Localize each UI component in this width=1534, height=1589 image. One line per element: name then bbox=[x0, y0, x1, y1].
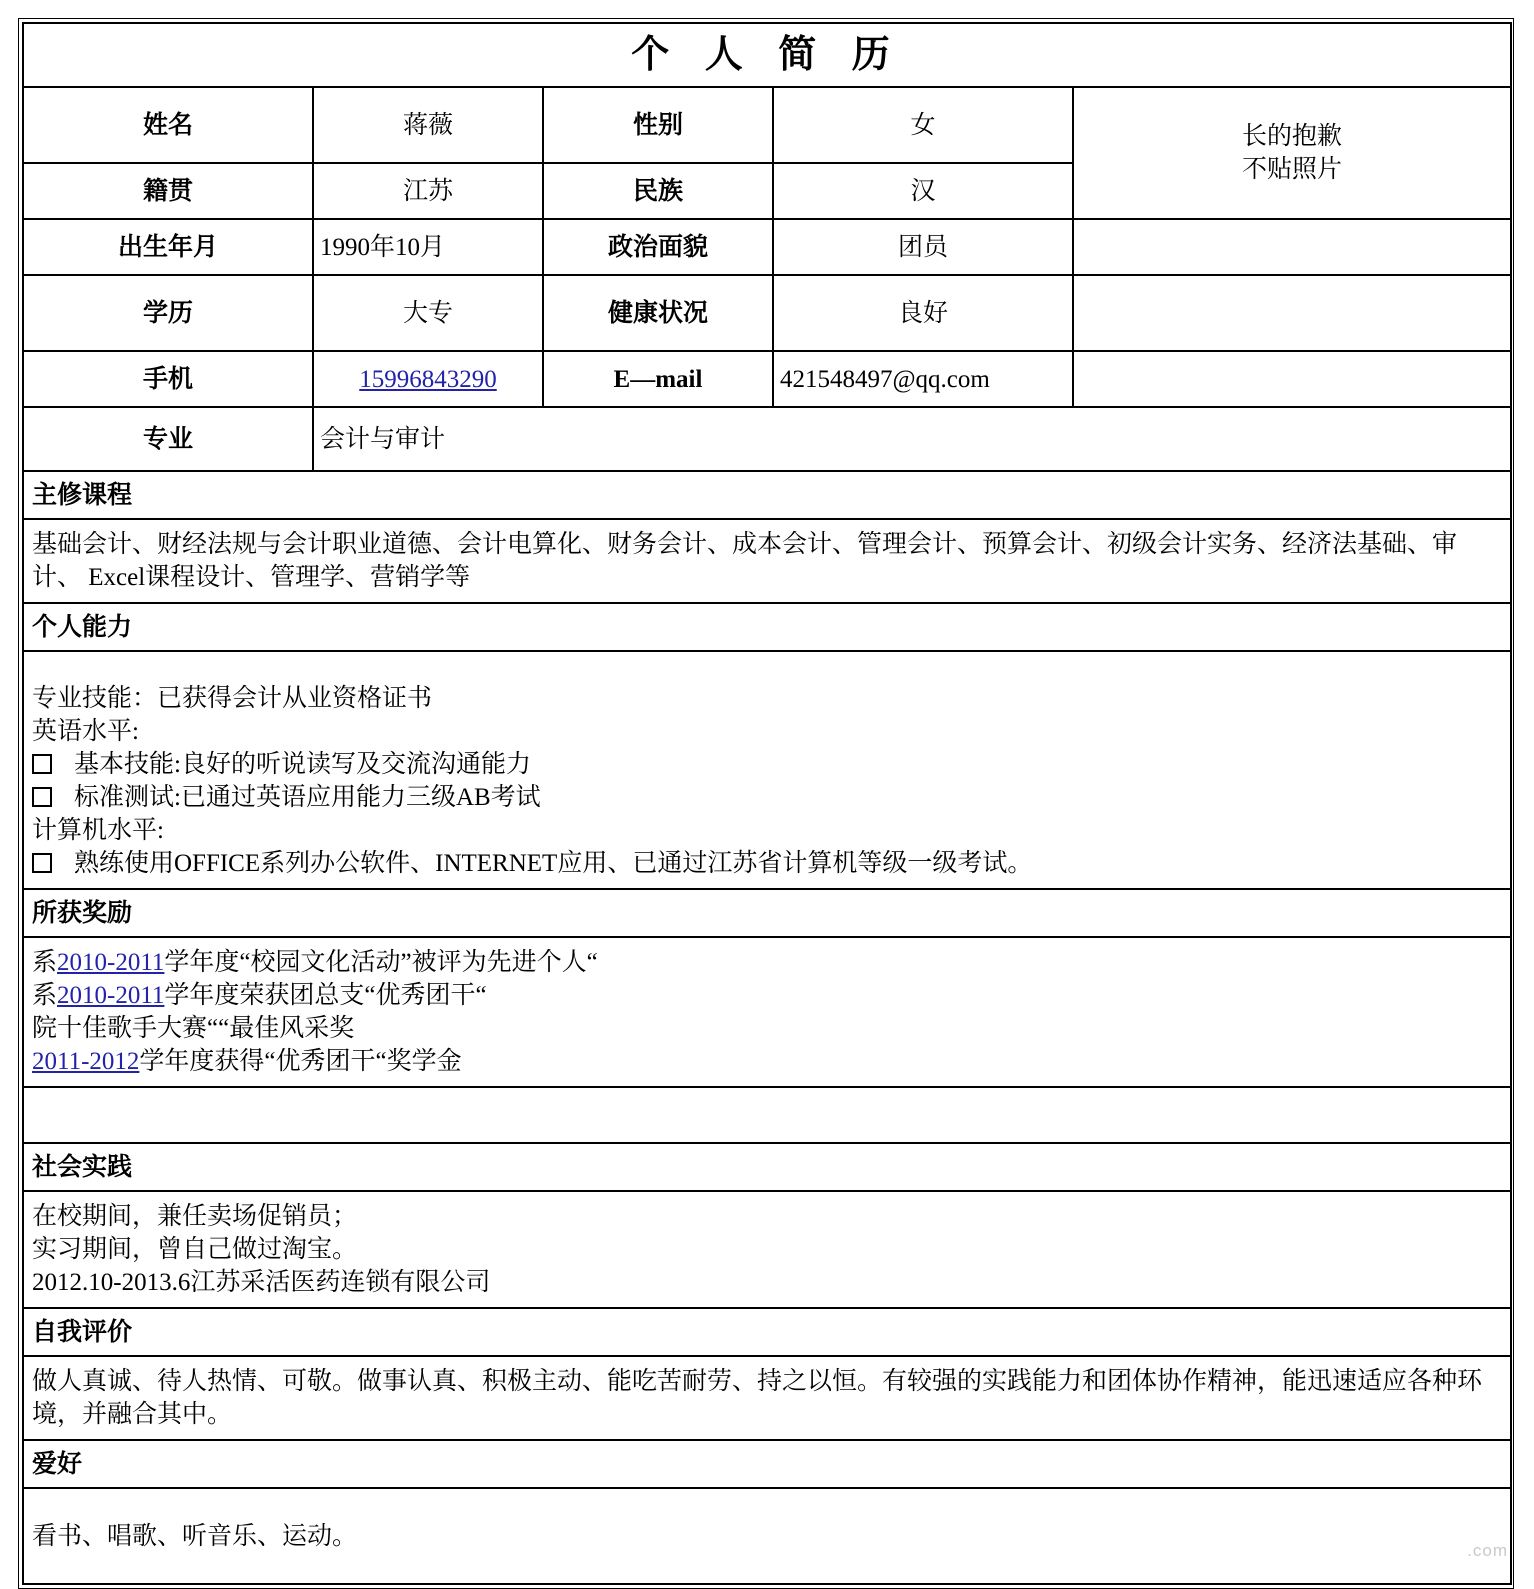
title-cell bbox=[23, 23, 1511, 87]
award-2-suffix: 院十佳歌手大赛““最佳风采奖 bbox=[32, 1015, 355, 1042]
self-eval-heading: 自我评价 bbox=[23, 1308, 1511, 1356]
empty-cell-education bbox=[1073, 275, 1511, 351]
list-item: 2012.10-2013.6江苏采活医药连锁有限公司 bbox=[32, 1269, 491, 1296]
checkbox-icon[interactable] bbox=[32, 853, 52, 873]
value-phone-cell bbox=[313, 351, 543, 407]
value-name: 蒋薇 bbox=[313, 87, 543, 163]
section-body-self-eval bbox=[23, 1356, 1511, 1440]
award-3-suffix: 学年度获得“优秀团干“奖学金 bbox=[139, 1048, 462, 1075]
abilities-english-item-0 bbox=[32, 748, 1502, 781]
table-row-birthdate bbox=[23, 219, 1511, 275]
abilities-english-item-0-label: 基本技能:良好的听说读写及交流沟通能力 bbox=[74, 751, 531, 778]
award-1-suffix: 学年度荣获团总支“优秀团干“ bbox=[164, 982, 487, 1009]
abilities-heading: 个人能力 bbox=[23, 603, 1511, 651]
list-item: 实习期间，曾自己做过淘宝。 bbox=[32, 1236, 358, 1263]
label-education: 学历 bbox=[23, 275, 313, 351]
table-row-contact bbox=[23, 351, 1511, 407]
abilities-computer-item-0 bbox=[32, 847, 1502, 880]
section-body-practice bbox=[23, 1191, 1511, 1308]
self-eval-body: 做人真诚、待人热情、可敬。做事认真、积极主动、能吃苦耐劳、持之以恒。有较强的实践能力和团体协作精神，能迅速适应各种环境，并融合其中。 bbox=[23, 1356, 1511, 1440]
value-hometown: 江苏 bbox=[313, 163, 543, 219]
section-header-courses bbox=[23, 471, 1511, 519]
value-email: 421548497@qq.com bbox=[773, 351, 1073, 407]
awards-body bbox=[23, 937, 1511, 1087]
section-header-abilities bbox=[23, 603, 1511, 651]
resume-outer-border bbox=[18, 18, 1514, 1589]
award-1-prefix: 系 bbox=[32, 982, 58, 1009]
abilities-skill-line: 专业技能：已获得会计从业资格证书 bbox=[32, 685, 433, 712]
practice-body bbox=[23, 1191, 1511, 1308]
photo-placeholder bbox=[1073, 87, 1511, 219]
award-0-suffix: 学年度“校园文化活动”被评为先进个人“ bbox=[164, 949, 598, 976]
list-item bbox=[32, 979, 1502, 1012]
list-item bbox=[32, 946, 1502, 979]
label-email: E—mail bbox=[543, 351, 773, 407]
section-body-courses bbox=[23, 519, 1511, 603]
label-ethnicity: 民族 bbox=[543, 163, 773, 219]
list-item bbox=[32, 1045, 1502, 1078]
phone-link[interactable]: 15996843290 bbox=[359, 365, 497, 393]
table-row-education bbox=[23, 275, 1511, 351]
section-header-awards bbox=[23, 889, 1511, 937]
label-health: 健康状况 bbox=[543, 275, 773, 351]
spacer-row bbox=[23, 1087, 1511, 1143]
resume-table bbox=[22, 22, 1512, 1585]
section-body-awards bbox=[23, 937, 1511, 1087]
value-education: 大专 bbox=[313, 275, 543, 351]
section-header-practice bbox=[23, 1143, 1511, 1191]
value-major: 会计与审计 bbox=[313, 407, 1511, 471]
award-0-link[interactable]: 2010-2011 bbox=[57, 949, 165, 976]
checkbox-icon[interactable] bbox=[32, 787, 52, 807]
abilities-english-item-1 bbox=[32, 781, 1502, 814]
abilities-computer-label: 计算机水平: bbox=[32, 817, 164, 844]
label-political-status: 政治面貌 bbox=[543, 219, 773, 275]
award-1-link[interactable]: 2010-2011 bbox=[57, 982, 165, 1009]
label-name: 姓名 bbox=[23, 87, 313, 163]
practice-heading: 社会实践 bbox=[23, 1143, 1511, 1191]
award-0-prefix: 系 bbox=[32, 949, 58, 976]
label-phone: 手机 bbox=[23, 351, 313, 407]
abilities-computer-item-0-label: 熟练使用OFFICE系列办公软件、INTERNET应用、已通过江苏省计算机等级一级考试。 bbox=[74, 850, 1033, 877]
list-item bbox=[32, 1012, 1502, 1045]
value-gender: 女 bbox=[773, 87, 1073, 163]
hobbies-heading: 爱好 bbox=[23, 1440, 1511, 1488]
photo-note-line1: 长的抱歉 bbox=[1242, 123, 1343, 150]
section-header-self-eval bbox=[23, 1308, 1511, 1356]
abilities-english-label: 英语水平: bbox=[32, 718, 139, 745]
section-header-hobbies bbox=[23, 1440, 1511, 1488]
list-item: 在校期间，兼任卖场促销员； bbox=[32, 1203, 358, 1230]
label-gender: 性别 bbox=[543, 87, 773, 163]
label-birthdate: 出生年月 bbox=[23, 219, 313, 275]
value-ethnicity: 汉 bbox=[773, 163, 1073, 219]
spacer-cell bbox=[23, 1087, 1511, 1143]
courses-body: 基础会计、财经法规与会计职业道德、会计电算化、财务会计、成本会计、管理会计、预算会计、初级会计实务、经济法基础、审计、 Excel课程设计、管理学、营销学等 bbox=[23, 519, 1511, 603]
watermark: .com bbox=[1467, 1541, 1508, 1560]
empty-cell-contact bbox=[1073, 351, 1511, 407]
abilities-english-item-1-label: 标准测试:已通过英语应用能力三级AB考试 bbox=[74, 784, 541, 811]
value-political-status: 团员 bbox=[773, 219, 1073, 275]
label-major: 专业 bbox=[23, 407, 313, 471]
abilities-body bbox=[23, 651, 1511, 889]
value-birthdate: 1990年10月 bbox=[313, 219, 543, 275]
label-hometown: 籍贯 bbox=[23, 163, 313, 219]
photo-note-line2: 不贴照片 bbox=[1242, 156, 1343, 183]
page-title: 个 人 简 历 bbox=[631, 33, 903, 76]
title-row bbox=[23, 23, 1511, 87]
section-body-hobbies bbox=[23, 1488, 1511, 1584]
section-body-abilities bbox=[23, 651, 1511, 889]
empty-cell-birthdate bbox=[1073, 219, 1511, 275]
awards-heading: 所获奖励 bbox=[23, 889, 1511, 937]
table-row-major bbox=[23, 407, 1511, 471]
courses-heading: 主修课程 bbox=[23, 471, 1511, 519]
checkbox-icon[interactable] bbox=[32, 754, 52, 774]
value-health: 良好 bbox=[773, 275, 1073, 351]
award-3-link[interactable]: 2011-2012 bbox=[32, 1048, 140, 1075]
hobbies-body: 看书、唱歌、听音乐、运动。 bbox=[23, 1488, 1511, 1584]
table-row-name bbox=[23, 87, 1511, 163]
